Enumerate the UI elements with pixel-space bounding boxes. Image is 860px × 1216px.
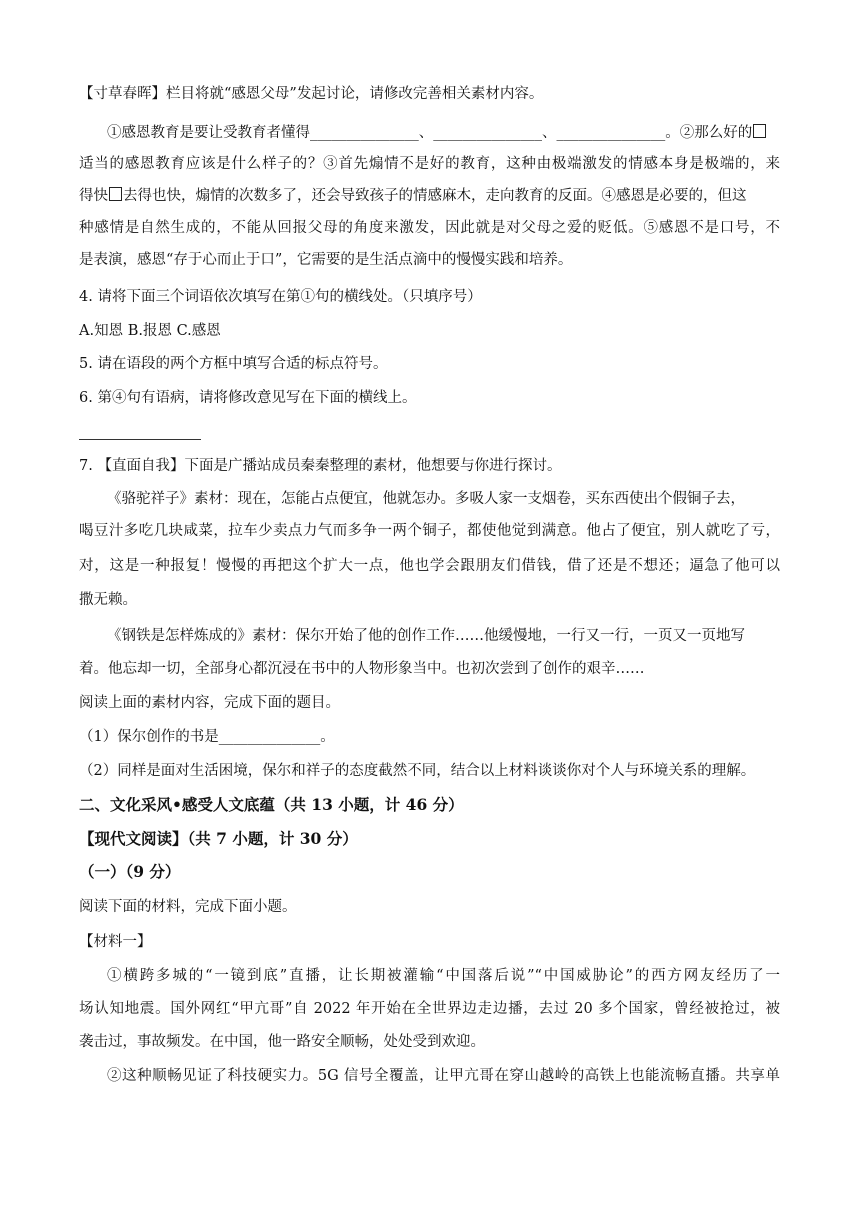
question-7-1 (79, 727, 335, 747)
answer-blank[interactable]: _______________ (310, 125, 419, 141)
material-line: ②这种顺畅见证了科技硬实力。5G 信号全覆盖，让甲亢哥在穿山越岭的高铁上也能流畅直播。共享单 (107, 1068, 780, 1084)
passage-line: 种感情是自然生成的，不能从回报父母的角度来激发，因此就是对父母之爱的贬低。⑤感恩不是口号，不 (79, 220, 780, 236)
part-heading: （一）（9 分） (79, 862, 181, 881)
answer-blank[interactable]: _______________ (556, 125, 666, 141)
question-4-options: A.知恩 B.报恩 C.感恩 (79, 323, 221, 339)
question-4: 4. 请将下面三个词语依次填写在第①句的横线处。（只填序号） (79, 289, 482, 305)
question-text: （1）保尔创作的书是 (79, 729, 219, 745)
passage-text: 去得也快，煽情的次数多了，还会导致孩子的情感麻木，走向教育的反面。④感恩是必要的，但这 (123, 188, 747, 204)
reading-instruction: 阅读下面的材料，完成下面小题。 (79, 899, 297, 915)
passage-line (107, 123, 767, 143)
section-heading-cuncao: 【寸草春晖】栏目将就“感恩父母”发起讨论，请修改完善相关素材内容。 (79, 86, 544, 102)
material-line: 《钢铁是怎样炼成的》素材：保尔开始了他的创作工作……他缓慢地，一行又一行，一页又一页地写 (107, 628, 745, 644)
passage-text: 。②那么好的 (665, 125, 753, 141)
question-7-prompt: 7. 【直面自我】下面是广播站成员秦秦整理的素材，他想要与你进行探讨。 (79, 458, 562, 474)
material-line: 场认知地震。国外网红“甲亢哥”自 2022 年开始在全世界边走边播，去过 20 多个国家，曾经被抢过，被 (79, 1001, 780, 1017)
answer-blank[interactable]: _______________ (433, 125, 542, 141)
passage-text: 、 (542, 125, 557, 141)
punctuation-box[interactable] (109, 187, 122, 201)
passage-text: ①感恩教育是要让受教育者懂得 (107, 125, 310, 141)
material-line: 对，这是一种报复！慢慢的再把这个扩大一点，他也学会跟朋友们借钱，借了还是不想还；逼急了他可以 (79, 558, 780, 574)
passage-text: 得快 (79, 188, 108, 204)
question-5: 5. 请在语段的两个方框中填写合适的标点符号。 (79, 356, 388, 372)
passage-text: 、 (418, 125, 434, 141)
material-line: ①横跨多城的“一镜到底”直播，让长期被灌输“中国落后说”“中国威胁论”的西方网友经历了一 (107, 968, 780, 984)
passage-line: 适当的感恩教育应该是什么样子的？③首先煽情不是好的教育，这种由极端激发的情感本身是极端的，来 (79, 156, 780, 172)
question-7-instruction: 阅读上面的素材内容，完成下面的题目。 (79, 695, 340, 711)
material-line: 《骆驼祥子》素材：现在，怎能占点便宜，他就怎办。多吸人家一支烟卷，买东西使出个假铜子去， (107, 491, 745, 507)
subsection-heading: 【现代文阅读】（共 7 小题，计 30 分） (79, 829, 358, 848)
material-line: 袭击过，事故频发。在中国，他一路安全顺畅，处处受到欢迎。 (79, 1034, 485, 1050)
answer-line[interactable] (79, 439, 201, 440)
question-6: 6. 第④句有语病，请将修改意见写在下面的横线上。 (79, 390, 417, 406)
passage-line (79, 186, 747, 206)
passage-line: 是表演，感恩“存于心而止于口”，它需要的是生活点滴中的慢慢实践和培养。 (79, 252, 573, 268)
question-text: 。 (320, 729, 335, 745)
punctuation-box[interactable] (753, 124, 766, 138)
material-label: 【材料一】 (79, 934, 152, 950)
question-7-2: （2）同样是面对生活困境，保尔和祥子的态度截然不同，结合以上材料谈谈你对个人与环境关系的理解。 (79, 763, 756, 779)
material-line: 撒无赖。 (79, 592, 137, 608)
material-line: 喝豆汁多吃几块咸菜，拉车少卖点力气而多争一两个铜子，都使他觉到满意。他占了便宜，别人就吃了亏， (79, 523, 780, 539)
section-heading: 二、文化采风•感受人文底蕴（共 13 小题，计 46 分） (79, 795, 464, 814)
material-line: 着。他忘却一切，全部身心都沉浸在书中的人物形象当中。也初次尝到了创作的艰辛…… (79, 661, 645, 677)
answer-blank[interactable]: ______________ (218, 729, 321, 745)
